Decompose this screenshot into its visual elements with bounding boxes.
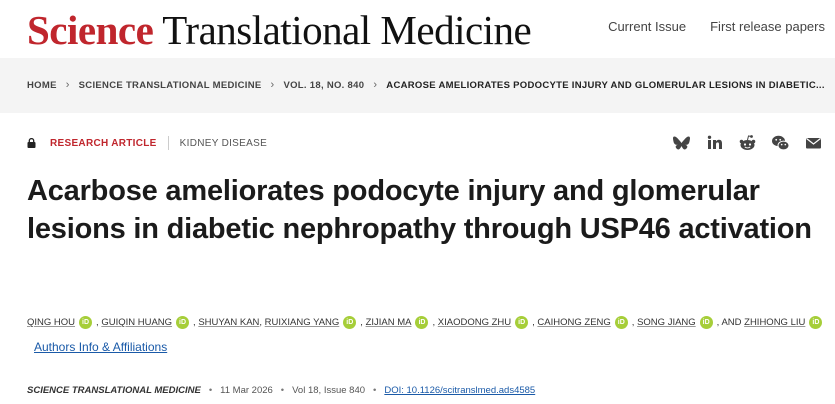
- bullet-separator: •: [208, 385, 213, 396]
- authors-info-link[interactable]: Authors Info & Affiliations: [34, 340, 168, 354]
- crumb-volume[interactable]: VOL. 18, NO. 840: [283, 79, 365, 91]
- crumb-journal[interactable]: SCIENCE TRANSLATIONAL MEDICINE: [78, 79, 262, 91]
- citation-volume: Vol 18, Issue 840: [292, 385, 366, 396]
- crumb-article: ACAROSE AMELIORATES PODOCYTE INJURY AND GLOMERULAR LESIONS IN DIABETIC...: [386, 79, 825, 91]
- nav-current-issue[interactable]: Current Issue: [608, 19, 687, 34]
- breadcrumb: [27, 79, 825, 91]
- author-name[interactable]: SONG JIANG: [637, 317, 696, 328]
- breadcrumb-bar: [0, 58, 835, 113]
- chevron-right-icon: ›: [270, 79, 275, 91]
- logo-rest: Translational Medicine: [153, 7, 532, 53]
- doi-link[interactable]: DOI: 10.1126/scitranslmed.ads4585: [384, 385, 536, 396]
- bullet-separator: •: [373, 385, 377, 396]
- article-type-badge[interactable]: RESEARCH ARTICLE: [50, 137, 157, 149]
- wechat-icon[interactable]: [771, 134, 790, 152]
- author-name[interactable]: CAIHONG ZENG: [537, 317, 611, 328]
- citation-line: [27, 385, 535, 396]
- linkedin-icon[interactable]: [705, 134, 724, 152]
- citation-journal[interactable]: SCIENCE TRANSLATIONAL MEDICINE: [27, 385, 201, 396]
- share-bar: [672, 134, 823, 152]
- orcid-icon[interactable]: iD: [515, 316, 528, 329]
- journal-logo[interactable]: [27, 7, 531, 53]
- site-header: [0, 0, 835, 58]
- author-name[interactable]: ZHIHONG LIU: [744, 317, 806, 328]
- logo-science: Science: [27, 7, 154, 53]
- reddit-icon[interactable]: [738, 134, 757, 152]
- chevron-right-icon: ›: [65, 79, 70, 91]
- article-title: Acarbose ameliorates podocyte injury and glomerular lesions in diabetic nephropathy through USP46 activation: [27, 175, 812, 245]
- orcid-icon[interactable]: iD: [700, 316, 713, 329]
- bullet-separator: •: [280, 385, 285, 396]
- chevron-right-icon: ›: [373, 79, 378, 91]
- author-name[interactable]: SHUYAN KAN: [198, 317, 260, 328]
- author-name[interactable]: RUIXIANG YANG: [264, 317, 340, 328]
- email-icon[interactable]: [804, 134, 823, 152]
- article-category[interactable]: KIDNEY DISEASE: [179, 137, 268, 149]
- orcid-icon[interactable]: iD: [79, 316, 92, 329]
- author-name[interactable]: ZIJIAN MA: [365, 317, 412, 328]
- citation-date: 11 Mar 2026: [220, 385, 273, 396]
- orcid-icon[interactable]: iD: [343, 316, 356, 329]
- orcid-icon[interactable]: iD: [615, 316, 628, 329]
- crumb-home[interactable]: HOME: [27, 79, 57, 91]
- lock-icon: [27, 138, 36, 148]
- orcid-icon[interactable]: iD: [809, 316, 822, 329]
- author-name[interactable]: QING HOU: [27, 317, 76, 328]
- divider: [168, 136, 169, 150]
- article-meta: [27, 136, 267, 150]
- orcid-icon[interactable]: iD: [176, 316, 189, 329]
- nav-first-release[interactable]: First release papers: [710, 19, 825, 34]
- author-name[interactable]: XIAODONG ZHU: [437, 317, 512, 328]
- top-nav: [608, 19, 825, 34]
- orcid-icon[interactable]: iD: [415, 316, 428, 329]
- author-list: QING HOU iD , GUIQIN HUANG iD , SHUYAN KAN, RUIXIANG YANG iD , ZIJIAN MA iD , XIAODONG ZHU iD , CAIHONG ZENG iD , SONG JIANG iD , AND ZHIHONG LIU iD: [27, 315, 835, 331]
- author-name[interactable]: GUIQIN HUANG: [101, 317, 173, 328]
- authors-and: AND: [721, 317, 742, 328]
- bluesky-icon[interactable]: [672, 134, 691, 152]
